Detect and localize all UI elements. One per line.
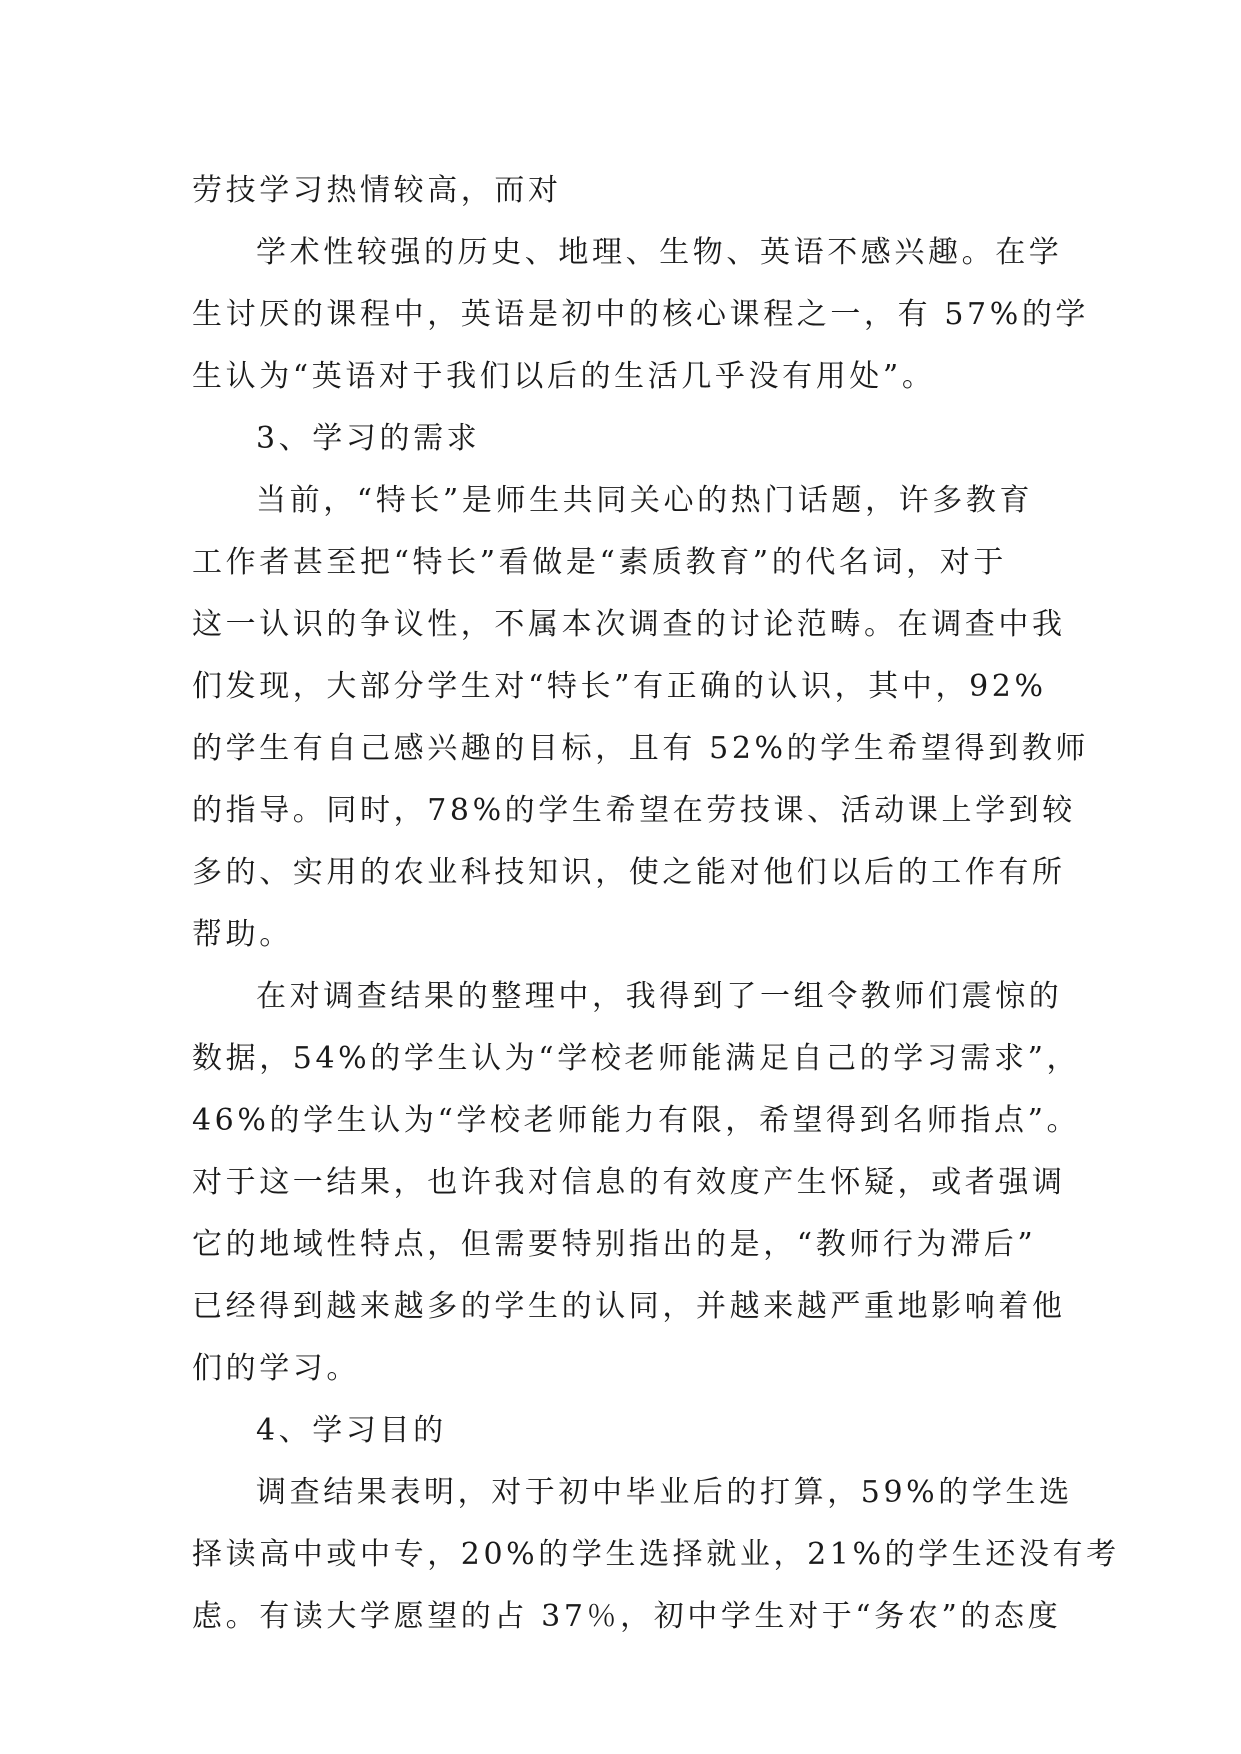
text-line: 多的、实用的农业科技知识，使之能对他们以后的工作有所: [192, 855, 1066, 890]
text-line: 生认为“英语对于我们以后的生活几乎没有用处”。: [192, 359, 936, 394]
text-line: 这一认识的争议性，不属本次调查的讨论范畴。在调查中我: [192, 607, 1066, 642]
text-line: 的学生有自己感兴趣的目标，且有 52%的学生希望得到教师: [192, 731, 1090, 766]
text-line: 数据，54%的学生认为“学校老师能满足自己的学习需求”，: [192, 1041, 1081, 1076]
text-line: 当前，“特长”是师生共同关心的热门话题，许多教育: [256, 483, 1034, 518]
text-line: 4、学习目的: [256, 1413, 447, 1448]
text-line: 的指导。同时，78%的学生希望在劳技课、活动课上学到较: [192, 793, 1076, 828]
text-line: 46%的学生认为“学校老师能力有限，希望得到名师指点”。: [192, 1103, 1081, 1138]
text-line: 在对调查结果的整理中，我得到了一组令教师们震惊的: [256, 979, 1063, 1014]
text-line: 它的地域性特点，但需要特别指出的是，“教师行为滞后”: [192, 1227, 1037, 1262]
text-line: 已经得到越来越多的学生的认同，并越来越严重地影响着他: [192, 1289, 1066, 1324]
text-line: 调查结果表明，对于初中毕业后的打算，59%的学生选: [256, 1475, 1073, 1510]
text-line: 劳技学习热情较高，而对: [192, 173, 562, 208]
text-line: 帮助。: [192, 917, 293, 952]
text-line: 虑。有读大学愿望的占 37％，初中学生对于“务农”的态度: [192, 1599, 1062, 1634]
text-line: 择读高中或中专，20%的学生选择就业，21%的学生还没有考: [192, 1537, 1120, 1572]
text-line: 生讨厌的课程中，英语是初中的核心课程之一，有 57%的学: [192, 297, 1090, 332]
document-body: [192, 160, 1120, 1648]
text-line: 工作者甚至把“特长”看做是“素质教育”的代名词，对于: [192, 545, 1007, 580]
text-line: 学术性较强的历史、地理、生物、英语不感兴趣。在学: [256, 235, 1063, 270]
text-line: 3、学习的需求: [256, 421, 481, 456]
text-line: 对于这一结果，也许我对信息的有效度产生怀疑，或者强调: [192, 1165, 1066, 1200]
text-line: 们的学习。: [192, 1351, 360, 1386]
text-line: 们发现，大部分学生对“特长”有正确的认识，其中，92%: [192, 669, 1047, 704]
